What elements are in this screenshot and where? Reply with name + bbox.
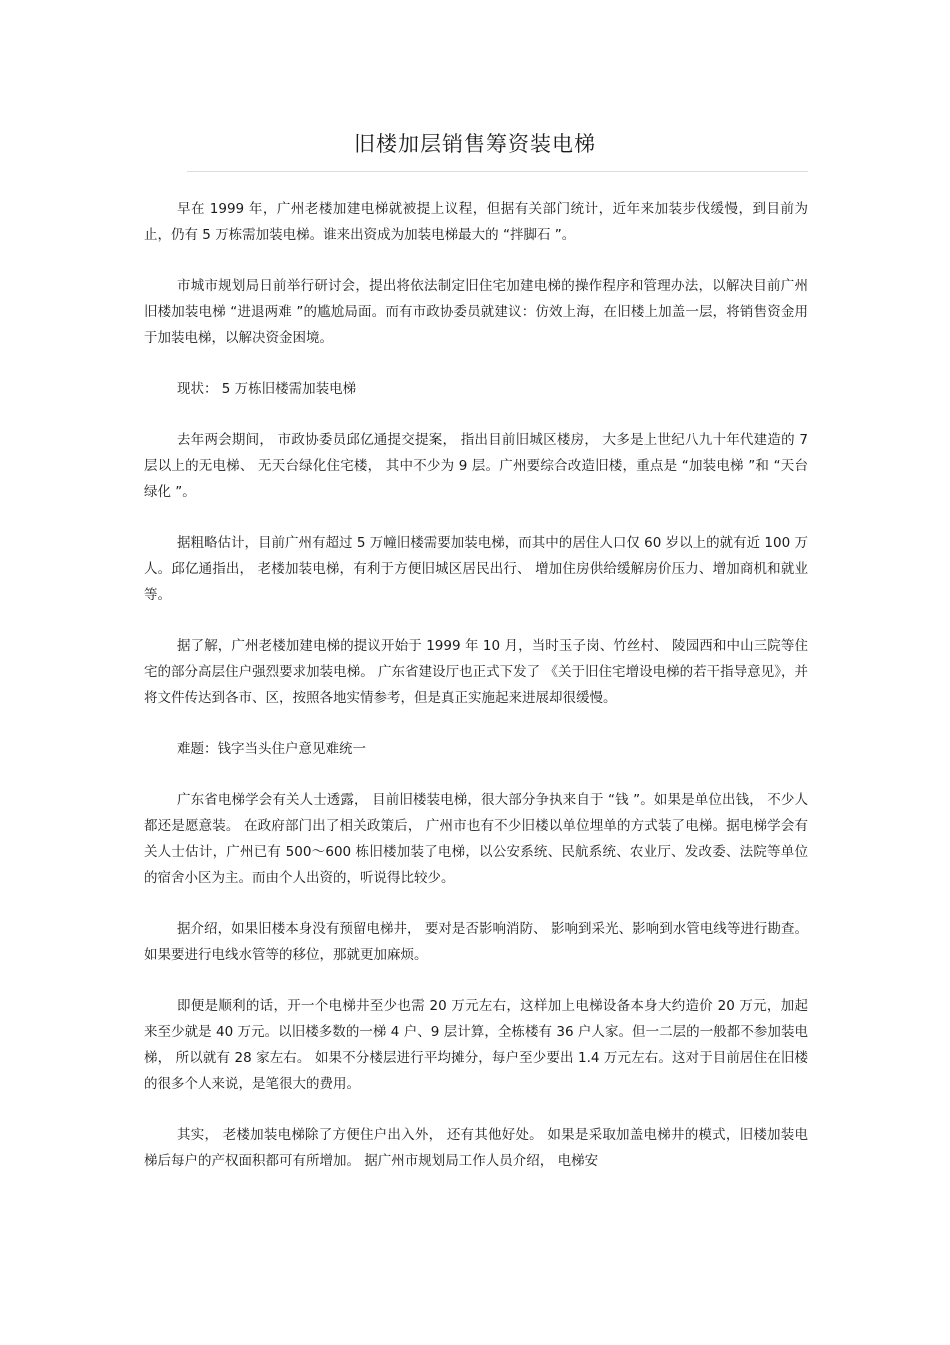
paragraph-survey: 据介绍，如果旧楼本身没有预留电梯井， 要对是否影响消防、 影响到采光、影响到水管电线等进行勘查。如果要进行电线水管等的移位，那就更加麻烦。 [144, 921, 808, 963]
document-title: 旧楼加层销售筹资装电梯 [354, 132, 596, 156]
paragraph-benefits: 其实， 老楼加装电梯除了方便住户出入外， 还有其他好处。 如果是采取加盖电梯井的模式，旧楼加装电梯后每户的产权面积都可有所增加。 据广州市规划局工作人员介绍， 电梯安 [144, 1127, 808, 1169]
paragraph-funding: 广东省电梯学会有关人士透露， 目前旧楼装电梯，很大部分争执来自于 “钱 ”。如果是单位出钱， 不少人都还是愿意装。 在政府部门出了相关政策后， 广州市也有不少旧楼以单位埋单的方式装了电梯。据电梯学会有关人士估计，广州已有 500～600 栋旧楼加装了电梯，以公安系统、民航系统、农业厅、发改委、法院等单位的宿舍小区为主。而由个人出资的，听说得比较少。 [144, 792, 808, 886]
paragraph-proposal: 去年两会期间， 市政协委员邱亿通提交提案， 指出目前旧城区楼房， 大多是上世纪八九十年代建造的 7 层以上的无电梯、 无天台绿化住宅楼， 其中不少为 9 层。广州要综合改造旧楼，重点是 “加装电梯 ”和 “天台绿化 ”。 [144, 432, 808, 500]
document-body [144, 196, 808, 1199]
paragraph-history: 据了解，广州老楼加建电梯的提议开始于 1999 年 10 月，当时玉子岗、竹丝村、 陵园西和中山三院等住宅的部分高层住户强烈要求加装电梯。 广东省建设厅也正式下发了 《关于旧住宅增设电梯的若干指导意见》，并将文件传达到各市、区，按照各地实情参考，但是真正实施起来进展却很缓慢。 [144, 638, 808, 706]
paragraph-estimate: 据粗略估计，目前广州有超过 5 万幢旧楼需要加装电梯，而其中的居住人口仅 60 岁以上的就有近 100 万人。邱亿通指出， 老楼加装电梯，有利于方便旧城区居民出行、 增加住房供给缓解房价压力、增加商机和就业等。 [144, 535, 808, 603]
section-heading-difficulty: 难题：钱字当头住户意见难统一 [177, 741, 366, 757]
section-heading-status: 现状： 5 万栋旧楼需加装电梯 [177, 381, 357, 397]
paragraph-cost: 即便是顺利的话，开一个电梯井至少也需 20 万元左右，这样加上电梯设备本身大约造价 20 万元，加起来至少就是 40 万元。以旧楼多数的一梯 4 户、9 层计算，全栋楼有 36 户人家。但一二层的一般都不参加装电梯， 所以就有 28 家左右。 如果不分楼层进行平均摊分，每户至少要出 1.4 万元左右。这对于目前居住在旧楼的很多个人来说，是笔很大的费用。 [144, 998, 808, 1092]
paragraph-intro: 早在 1999 年，广州老楼加建电梯就被提上议程，但据有关部门统计，近年来加装步伐缓慢，到目前为止，仍有 5 万栋需加装电梯。谁来出资成为加装电梯最大的 “拌脚石 ”。 [144, 201, 808, 243]
paragraph-seminar: 市城市规划局日前举行研讨会，提出将依法制定旧住宅加建电梯的操作程序和管理办法，以解决目前广州旧楼加装电梯 “进退两难 ”的尴尬局面。而有市政协委员就建议：仿效上海，在旧楼上加盖一层，将销售资金用于加装电梯，以解决资金困境。 [144, 278, 808, 346]
title-divider [187, 171, 808, 172]
